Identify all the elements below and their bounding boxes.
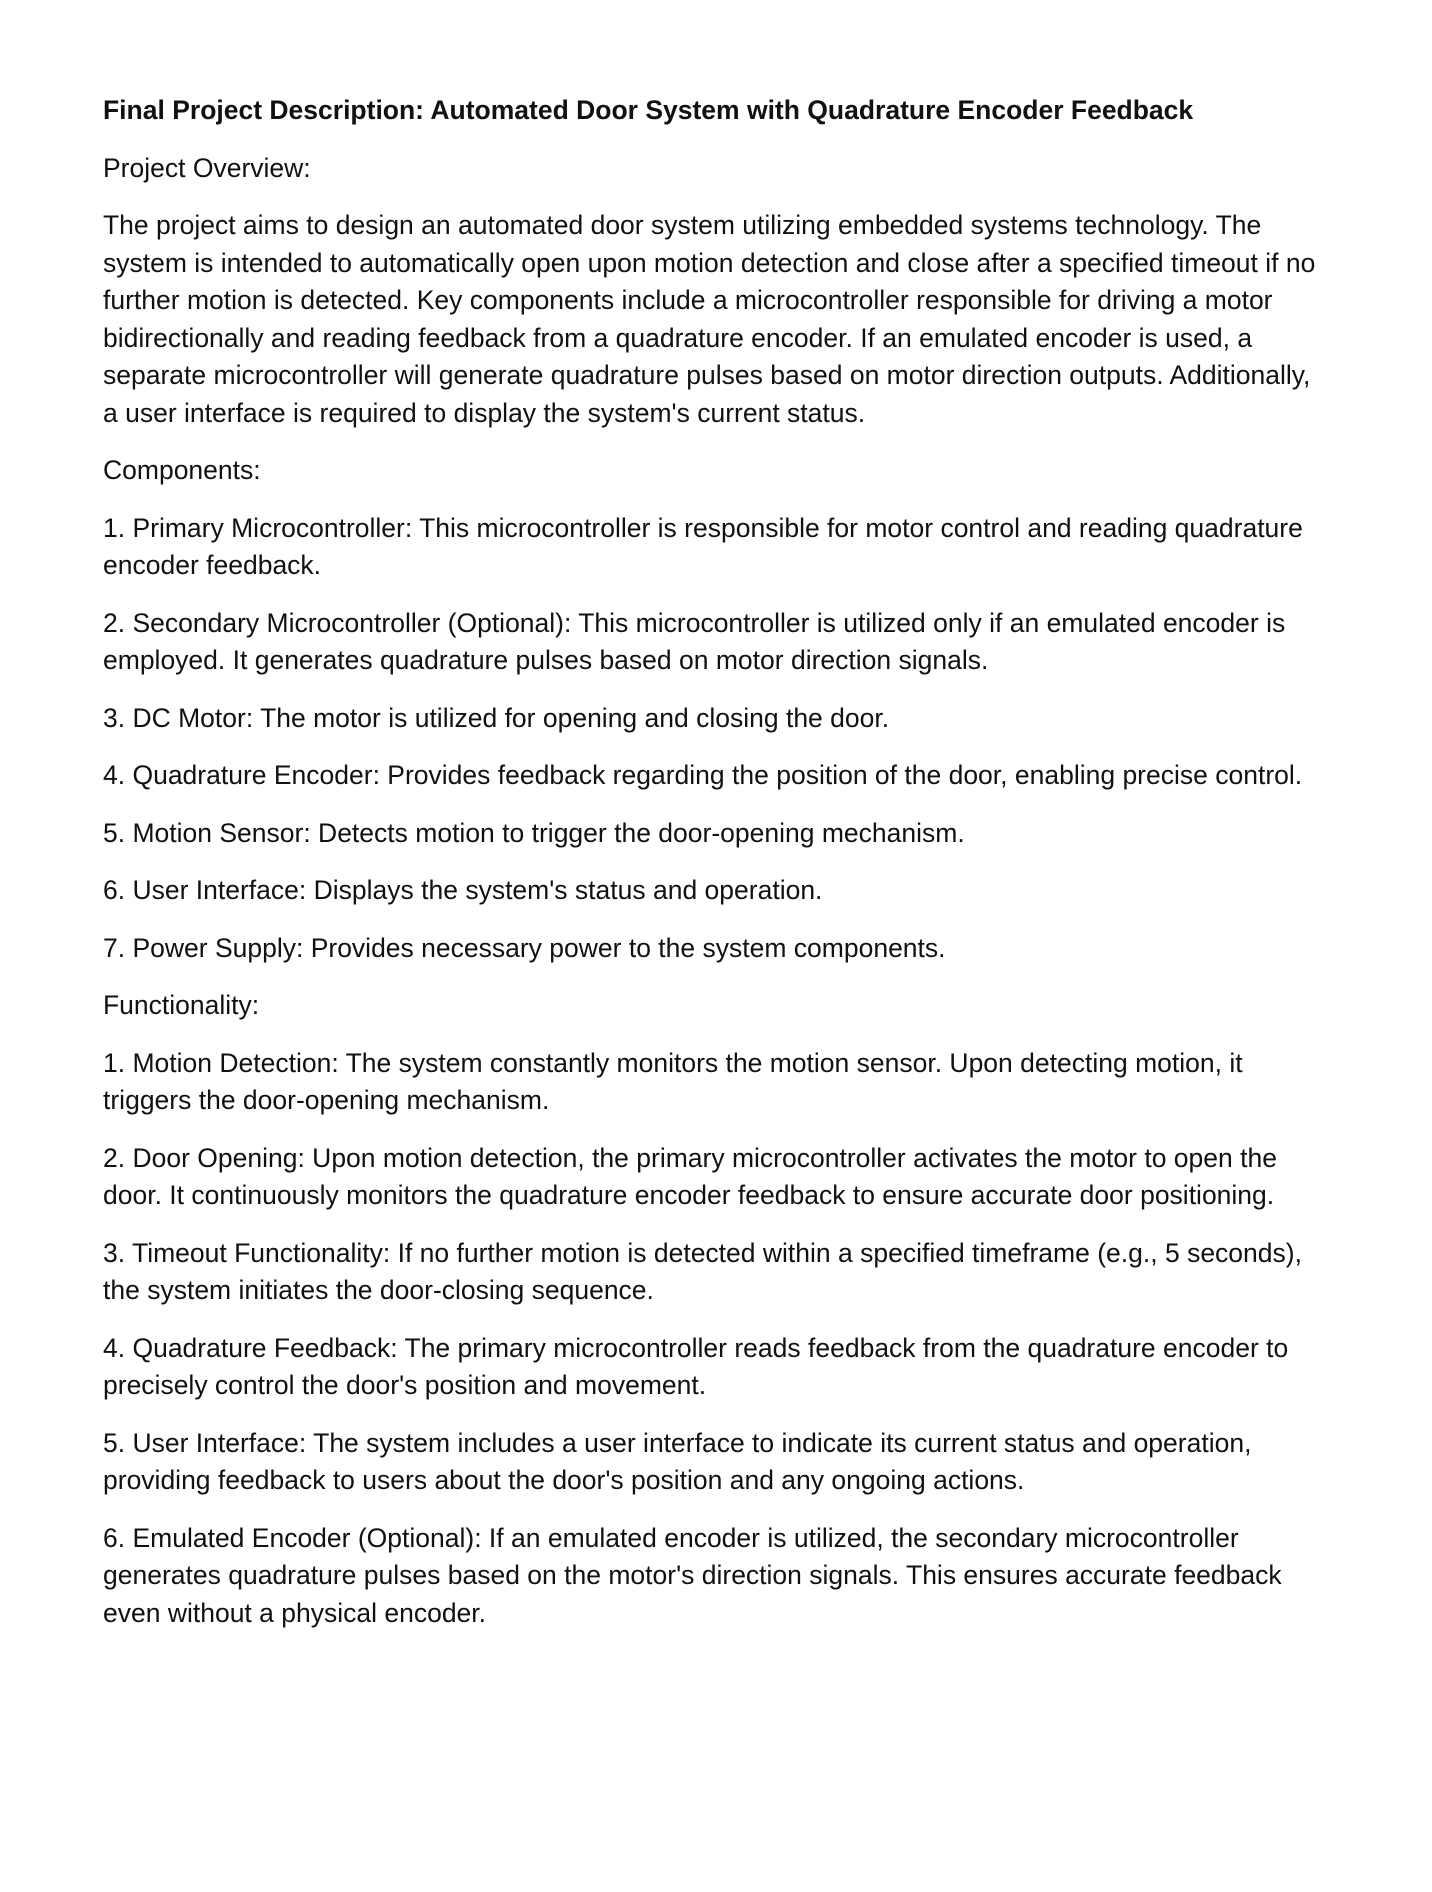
functionality-item: 4. Quadrature Feedback: The primary microcontroller reads feedback from the quadrature encoder to precisely control the door's position and movement. [103,1332,1289,1400]
functionality-heading: Functionality: [103,990,260,1020]
component-item: 5. Motion Sensor: Detects motion to trigger the door-opening mechanism. [103,817,965,848]
component-item: 3. DC Motor: The motor is utilized for opening and closing the door. [103,702,890,733]
components-heading: Components: [103,455,261,485]
components-list [103,510,1323,968]
overview-paragraph: The project aims to design an automated door system utilizing embedded systems technology. The system is intended to automatically open upon motion detection and close after a specified timeout if no further motion is detected. Key components include a microcontroller responsible for driving a motor bidirectionally and reading feedback from a quadrature encoder. If an emulated encoder is used, a separate microcontroller will generate quadrature pulses based on motor direction outputs. Additionally, a user interface is required to display the system's current status. [103,210,1316,428]
overview-heading: Project Overview: [103,152,311,183]
functionality-item: 1. Motion Detection: The system constantly monitors the motion sensor. Upon detecting motion, it triggers the door-opening mechanism. [103,1047,1243,1115]
component-item: 1. Primary Microcontroller: This microcontroller is responsible for motor control and reading quadrature encoder feedback. [103,512,1303,580]
component-item: 7. Power Supply: Provides necessary power to the system components. [103,932,946,963]
component-item: 6. User Interface: Displays the system's status and operation. [103,875,823,905]
functionality-list [103,1045,1323,1633]
document-page [103,92,1323,1652]
component-item: 2. Secondary Microcontroller (Optional): This microcontroller is utilized only if an emulated encoder is employed. It generates quadrature pulses based on motor direction signals. [103,607,1286,675]
document-title: Final Project Description: Automated Door System with Quadrature Encoder Feedback [103,95,1194,125]
functionality-item: 3. Timeout Functionality: If no further motion is detected within a specified timeframe (e.g., 5 seconds), the system initiates the door-closing sequence. [103,1237,1302,1305]
component-item: 4. Quadrature Encoder: Provides feedback regarding the position of the door, enabling precise control. [103,760,1303,790]
functionality-item: 6. Emulated Encoder (Optional): If an emulated encoder is utilized, the secondary microcontroller generates quadrature pulses based on the motor's direction signals. This ensures accurate feedback even without a physical encoder. [103,1522,1282,1628]
functionality-item: 5. User Interface: The system includes a user interface to indicate its current status and operation, providing feedback to users about the door's position and any ongoing actions. [103,1427,1252,1495]
functionality-item: 2. Door Opening: Upon motion detection, the primary microcontroller activates the motor to open the door. It continuously monitors the quadrature encoder feedback to ensure accurate door positioning. [103,1142,1277,1210]
